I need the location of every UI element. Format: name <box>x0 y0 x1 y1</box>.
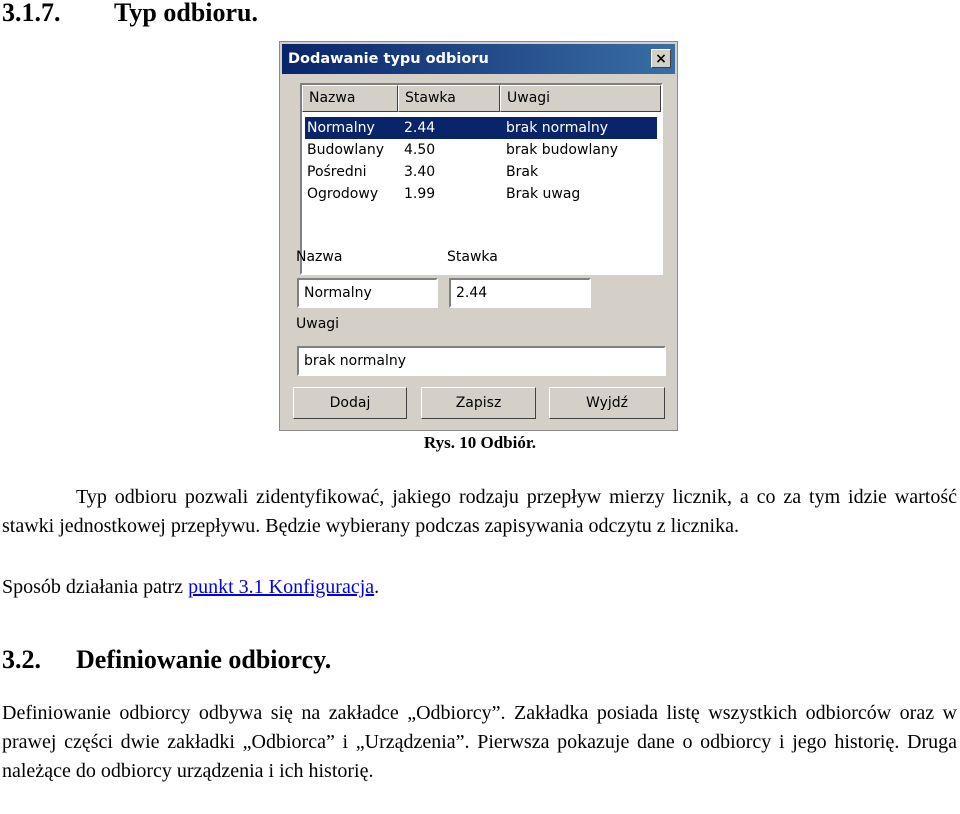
list-item[interactable] <box>305 183 657 205</box>
cell-uwagi: brak normalny <box>506 120 608 136</box>
column-header-nazwa[interactable]: Nazwa <box>302 85 398 112</box>
cell-nazwa: Pośredni <box>307 164 367 180</box>
nazwa-input[interactable]: Normalny <box>297 278 438 308</box>
uwagi-input[interactable]: brak normalny <box>297 346 666 376</box>
section-number: 3.2. <box>2 645 41 674</box>
close-icon[interactable]: × <box>651 49 671 68</box>
paragraph-define-receiver: Definiowanie odbiorcy odbywa się na zakładce „Odbiorcy”. Zakładka posiada listę wszystkich odbiorców oraz w prawej części dwie zakładki „Odbiorca” i „Urządzenia”. Pierwsza pokazuje dane o odbiorcy i jego historię. Druga należące do odbiorcy urządzenia i ich historię. <box>2 702 957 782</box>
cell-nazwa: Normalny <box>307 120 375 136</box>
cell-uwagi: brak budowlany <box>506 142 619 158</box>
list-item[interactable] <box>305 161 657 183</box>
cell-nazwa: Ogrodowy <box>307 186 379 202</box>
reference-suffix: . <box>374 576 380 598</box>
figure-caption: Rys. 10 Odbiór. <box>423 433 537 452</box>
add-button[interactable]: Dodaj <box>293 387 407 419</box>
section-number: 3.1.7. <box>2 0 61 27</box>
stawka-input[interactable]: 2.44 <box>449 278 591 308</box>
list-item[interactable] <box>305 117 657 139</box>
dialog-title: Dodawanie typu odbioru <box>288 51 489 67</box>
cell-uwagi: Brak <box>506 164 539 180</box>
cell-stawka: 4.50 <box>404 142 436 158</box>
exit-button[interactable]: Wyjdź <box>549 387 665 419</box>
column-header-stawka[interactable]: Stawka <box>398 85 500 112</box>
cell-stawka: 2.44 <box>404 120 436 136</box>
nazwa-label: Nazwa <box>296 249 343 265</box>
section-title: Typ odbioru. <box>114 0 259 27</box>
uwagi-label: Uwagi <box>296 316 340 332</box>
stawka-label: Stawka <box>447 249 498 265</box>
section-title: Definiowanie odbiorcy. <box>76 645 332 674</box>
add-receipt-type-dialog <box>279 41 678 431</box>
cell-uwagi: Brak uwag <box>506 186 581 202</box>
receipt-types-list[interactable] <box>300 83 663 275</box>
paragraph-receipt-type <box>2 483 957 541</box>
section-heading-definiowanie-odbiorcy <box>2 645 331 675</box>
paragraph-text: Typ odbioru pozwali zidentyfikować, jakiego rodzaju przepływ mierzy licznik, a co za tym idzie wartość stawki jednostkowej przepływu. Będzie wybierany podczas zapisywania odczytu z licznika. <box>2 486 957 537</box>
cell-nazwa: Budowlany <box>307 142 385 158</box>
save-button[interactable]: Zapisz <box>421 387 536 419</box>
configuration-link[interactable]: punkt 3.1 Konfiguracja <box>188 576 375 598</box>
dialog-titlebar <box>282 44 675 74</box>
reference-prefix: Sposób działania patrz <box>2 576 189 598</box>
section-heading-typ-odbioru <box>2 0 258 28</box>
paragraph-reference <box>2 573 957 602</box>
column-header-uwagi[interactable]: Uwagi <box>500 85 661 112</box>
cell-stawka: 1.99 <box>404 186 436 202</box>
cell-stawka: 3.40 <box>404 164 436 180</box>
list-item[interactable] <box>305 139 657 161</box>
